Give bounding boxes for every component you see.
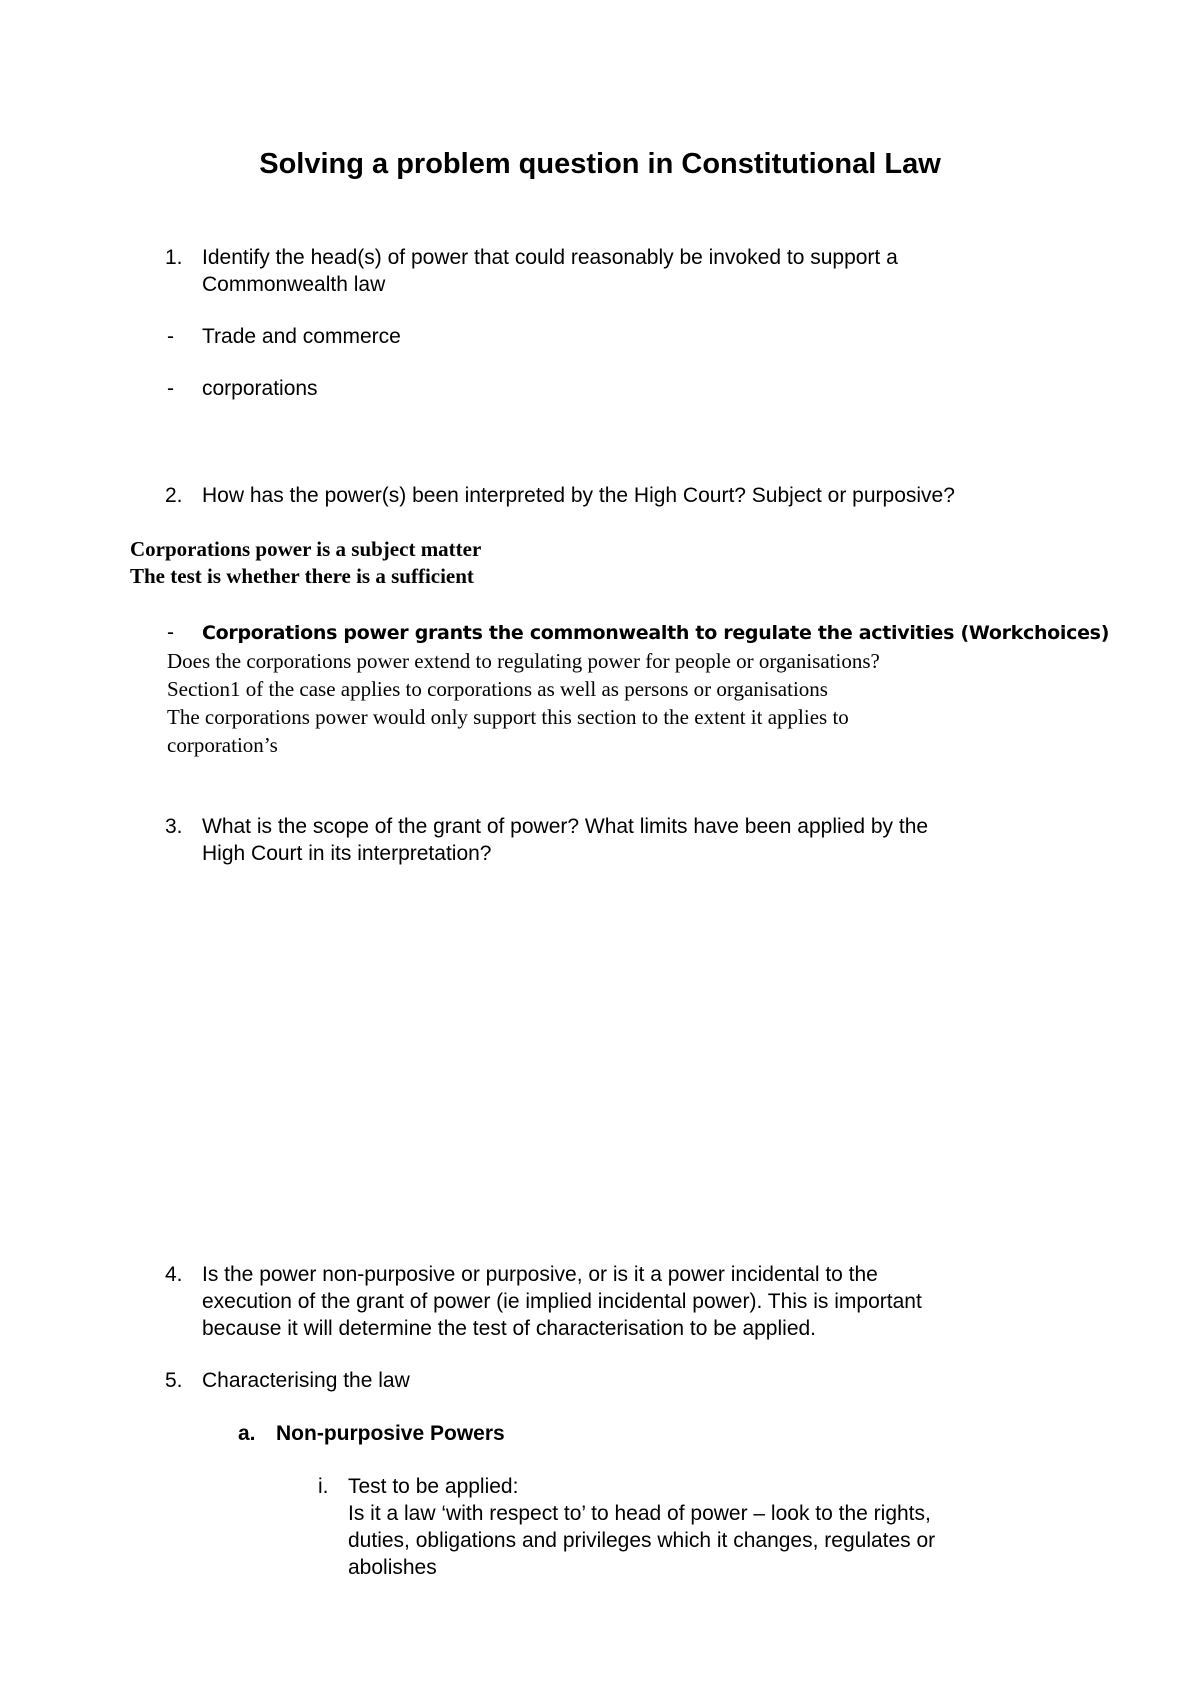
q2-line-1: How has the power(s) been interpreted by the High Court? Subject or purposive? xyxy=(202,484,955,507)
q4-line-2: execution of the grant of power (ie implied incidental power). This is important xyxy=(202,1290,922,1313)
q5-item-i-line-1: Test to be applied: xyxy=(348,1475,519,1498)
q2-note-test: The test is whether there is a sufficient xyxy=(130,564,474,588)
q3-number: 3. xyxy=(165,815,183,838)
q2-sub-line-4: corporation’s xyxy=(167,733,278,757)
q1-number: 1. xyxy=(165,246,183,269)
q1-bullet-corporations: corporations xyxy=(202,377,318,400)
q5-item-i-line-4: abolishes xyxy=(348,1556,437,1579)
page-title: Solving a problem question in Constitutional Law xyxy=(259,148,941,180)
q1-line-2: Commonwealth law xyxy=(202,273,386,296)
q5-item-i-line-2: Is it a law ‘with respect to’ to head of power – look to the rights, xyxy=(348,1502,931,1525)
q1-bullet-dash: - xyxy=(167,325,174,348)
q2-sub-bullet-text: Corporations power grants the commonwealth to regulate the activities (Workchoices) xyxy=(202,622,1110,644)
q2-sub-line-1: Does the corporations power extend to regulating power for people or organisations? xyxy=(167,649,880,673)
q5-line-1: Characterising the law xyxy=(202,1369,410,1392)
q2-sub-line-3: The corporations power would only support this section to the extent it applies to xyxy=(167,705,849,729)
q4-line-3: because it will determine the test of characterisation to be applied. xyxy=(202,1317,817,1340)
q1-line-1: Identify the head(s) of power that could reasonably be invoked to support a xyxy=(202,246,898,269)
q4-number: 4. xyxy=(165,1263,183,1286)
q3-line-1: What is the scope of the grant of power? What limits have been applied by the xyxy=(202,815,929,838)
q1-bullet-dash: - xyxy=(167,377,174,400)
q4-line-1: Is the power non-purposive or purposive, or is it a power incidental to the xyxy=(202,1263,878,1286)
q1-bullet-trade: Trade and commerce xyxy=(202,325,401,348)
q2-number: 2. xyxy=(165,484,183,507)
q5-sub-a-label: a. xyxy=(238,1422,256,1445)
q5-sub-a-text: Non-purposive Powers xyxy=(276,1422,505,1445)
q2-sub-line-2: Section1 of the case applies to corporations as well as persons or organisations xyxy=(167,677,828,701)
q5-item-i-line-3: duties, obligations and privileges which it changes, regulates or xyxy=(348,1529,936,1552)
q5-number: 5. xyxy=(165,1369,183,1392)
q2-sub-bullet-dash: - xyxy=(167,621,174,644)
q2-note-subject-matter: Corporations power is a subject matter xyxy=(130,537,482,561)
q5-item-i-label: i. xyxy=(318,1475,329,1498)
q3-line-2: High Court in its interpretation? xyxy=(202,842,492,865)
